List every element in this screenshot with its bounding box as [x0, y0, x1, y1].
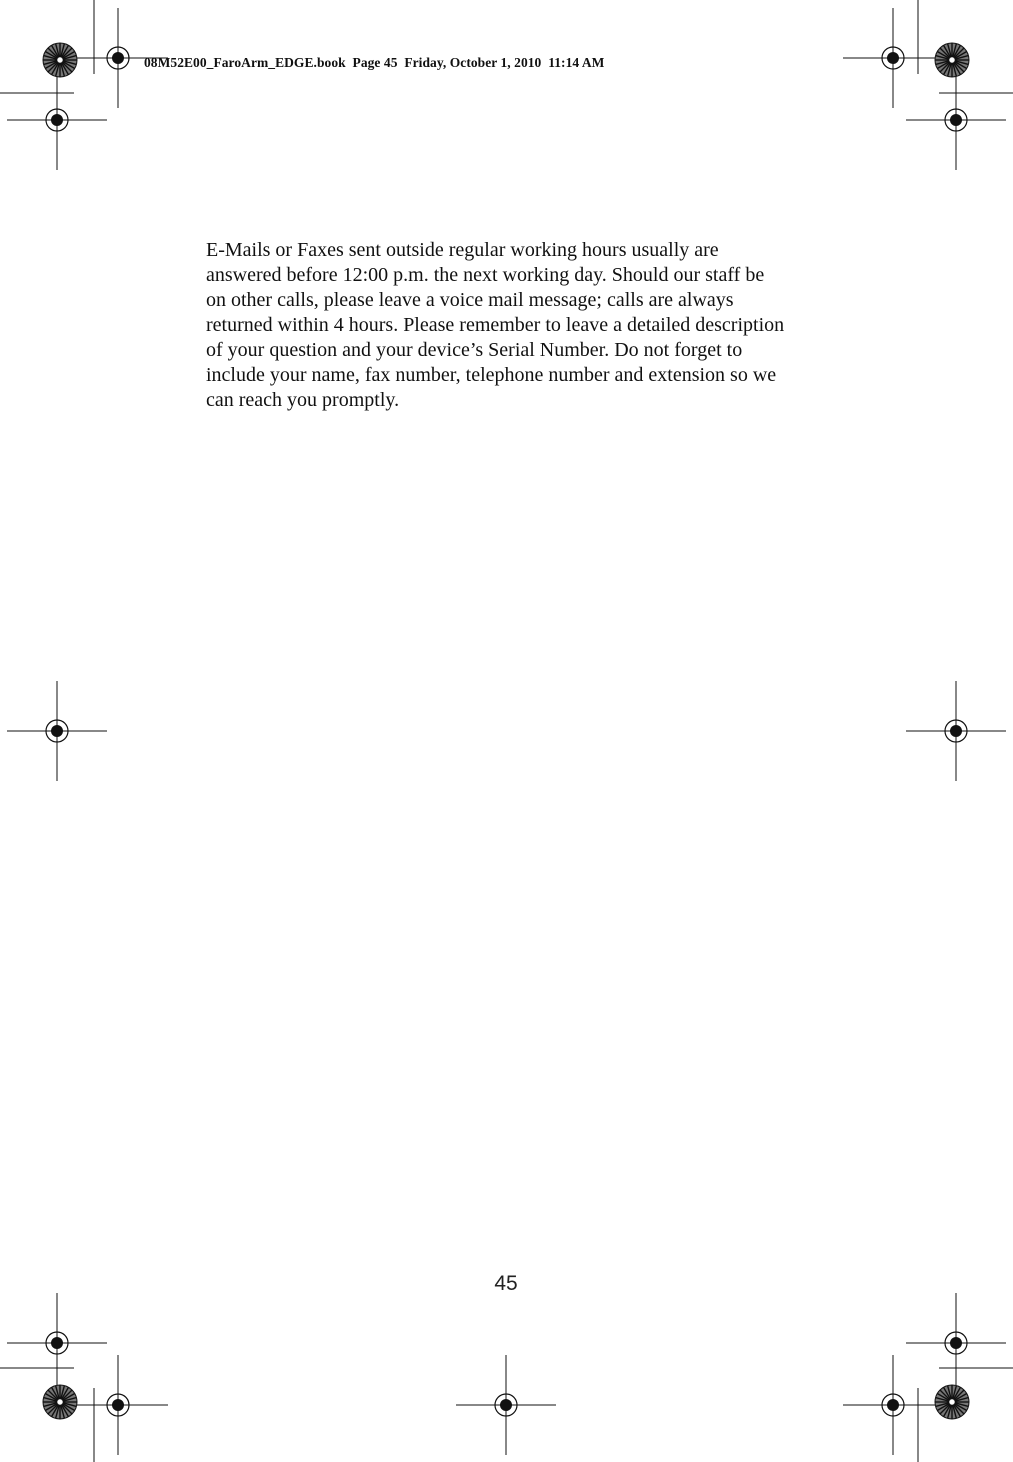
paragraph-line: of your question and your device’s Serial Number. Do not forget to [206, 339, 743, 361]
registration-mark-icon [843, 1355, 943, 1455]
registration-mark-icon [843, 8, 943, 108]
paragraph-line: on other calls, please leave a voice mail message; calls are always [206, 289, 734, 311]
paragraph-line: returned within 4 hours. Please remember to leave a detailed description [206, 314, 785, 336]
paragraph-line: include your name, fax number, telephone number and extension so we [206, 364, 777, 386]
registration-mark-icon [7, 1293, 107, 1393]
paragraph-line: answered before 12:00 p.m. the next working day. Should our staff be [206, 264, 765, 286]
book-slug-line: 08M52E00_FaroArm_EDGE.book Page 45 Friday, October 1, 2010 11:14 AM [144, 55, 605, 70]
paragraph-line: E-Mails or Faxes sent outside regular working hours usually are [206, 239, 719, 261]
registration-mark-icon [906, 1293, 1006, 1393]
starburst-icon [935, 43, 969, 77]
registration-mark-icon [906, 70, 1006, 170]
registration-mark-icon [68, 1355, 168, 1455]
registration-mark-icon [906, 681, 1006, 781]
paragraph-line: can reach you promptly. [206, 389, 400, 411]
starburst-icon [935, 1385, 969, 1419]
starburst-icon [43, 43, 77, 77]
registration-mark-icon [456, 1355, 556, 1455]
page-number: 45 [494, 1272, 518, 1295]
starburst-icon [43, 1385, 77, 1419]
registration-mark-icon [7, 681, 107, 781]
body-paragraph [206, 238, 816, 413]
registration-mark-icon [7, 70, 107, 170]
